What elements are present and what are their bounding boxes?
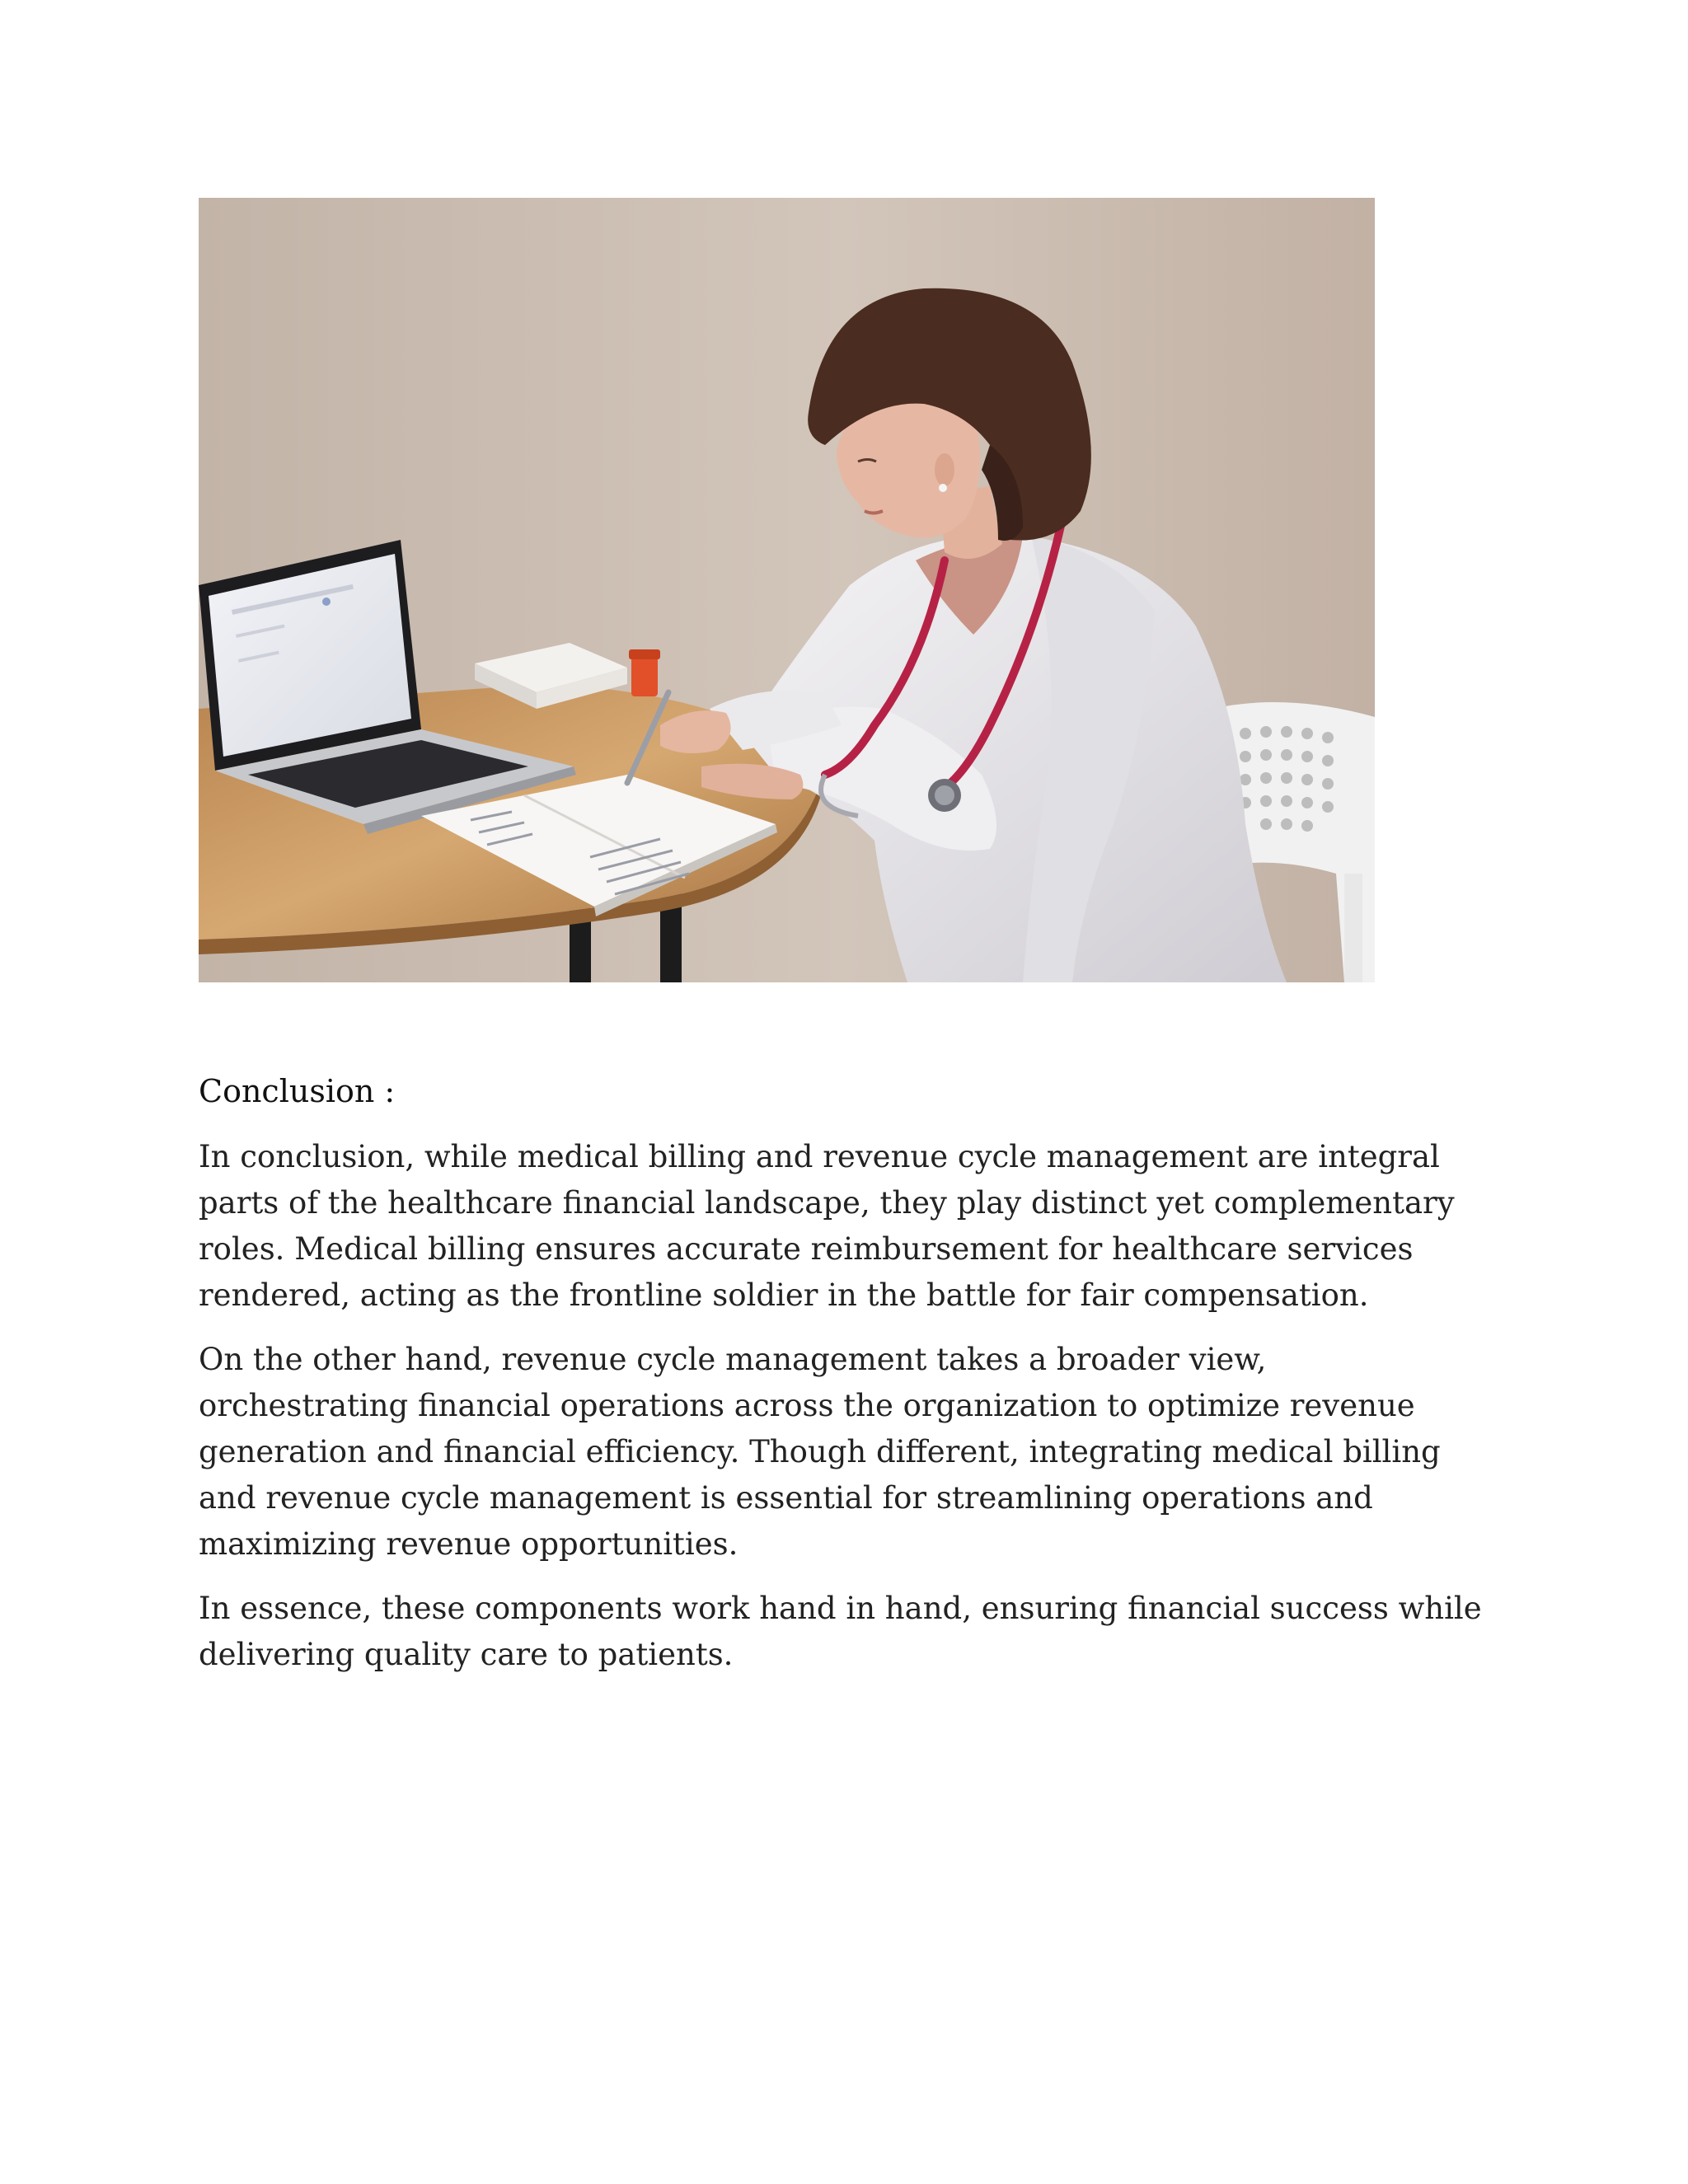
paragraph-3: In essence, these components work hand in hand, ensuring financial success while delivering quality care to patients.: [199, 1591, 1482, 1672]
paragraph-2: On the other hand, revenue cycle management takes a broader view, orchestrating financial operations across the organization to optimize revenue generation and financial efficiency. Though different, integrating medical billing and revenue cycle management is essential for streamlining operations and maximizing revenue opportunities.: [199, 1342, 1441, 1562]
paragraph-1: In conclusion, while medical billing and revenue cycle management are integral parts of the healthcare financial landscape, they play distinct yet complementary roles. Medical billing ensures accurate reimbursement for healthcare services rendered, acting as the frontline soldier in the battle for fair compensation.: [199, 1139, 1455, 1313]
conclusion-heading: Conclusion :: [199, 1073, 396, 1109]
doctor-writing-photo-icon: [199, 198, 1375, 982]
article-body: [199, 1068, 1484, 1696]
doctor-writing-photo: [199, 198, 1375, 982]
